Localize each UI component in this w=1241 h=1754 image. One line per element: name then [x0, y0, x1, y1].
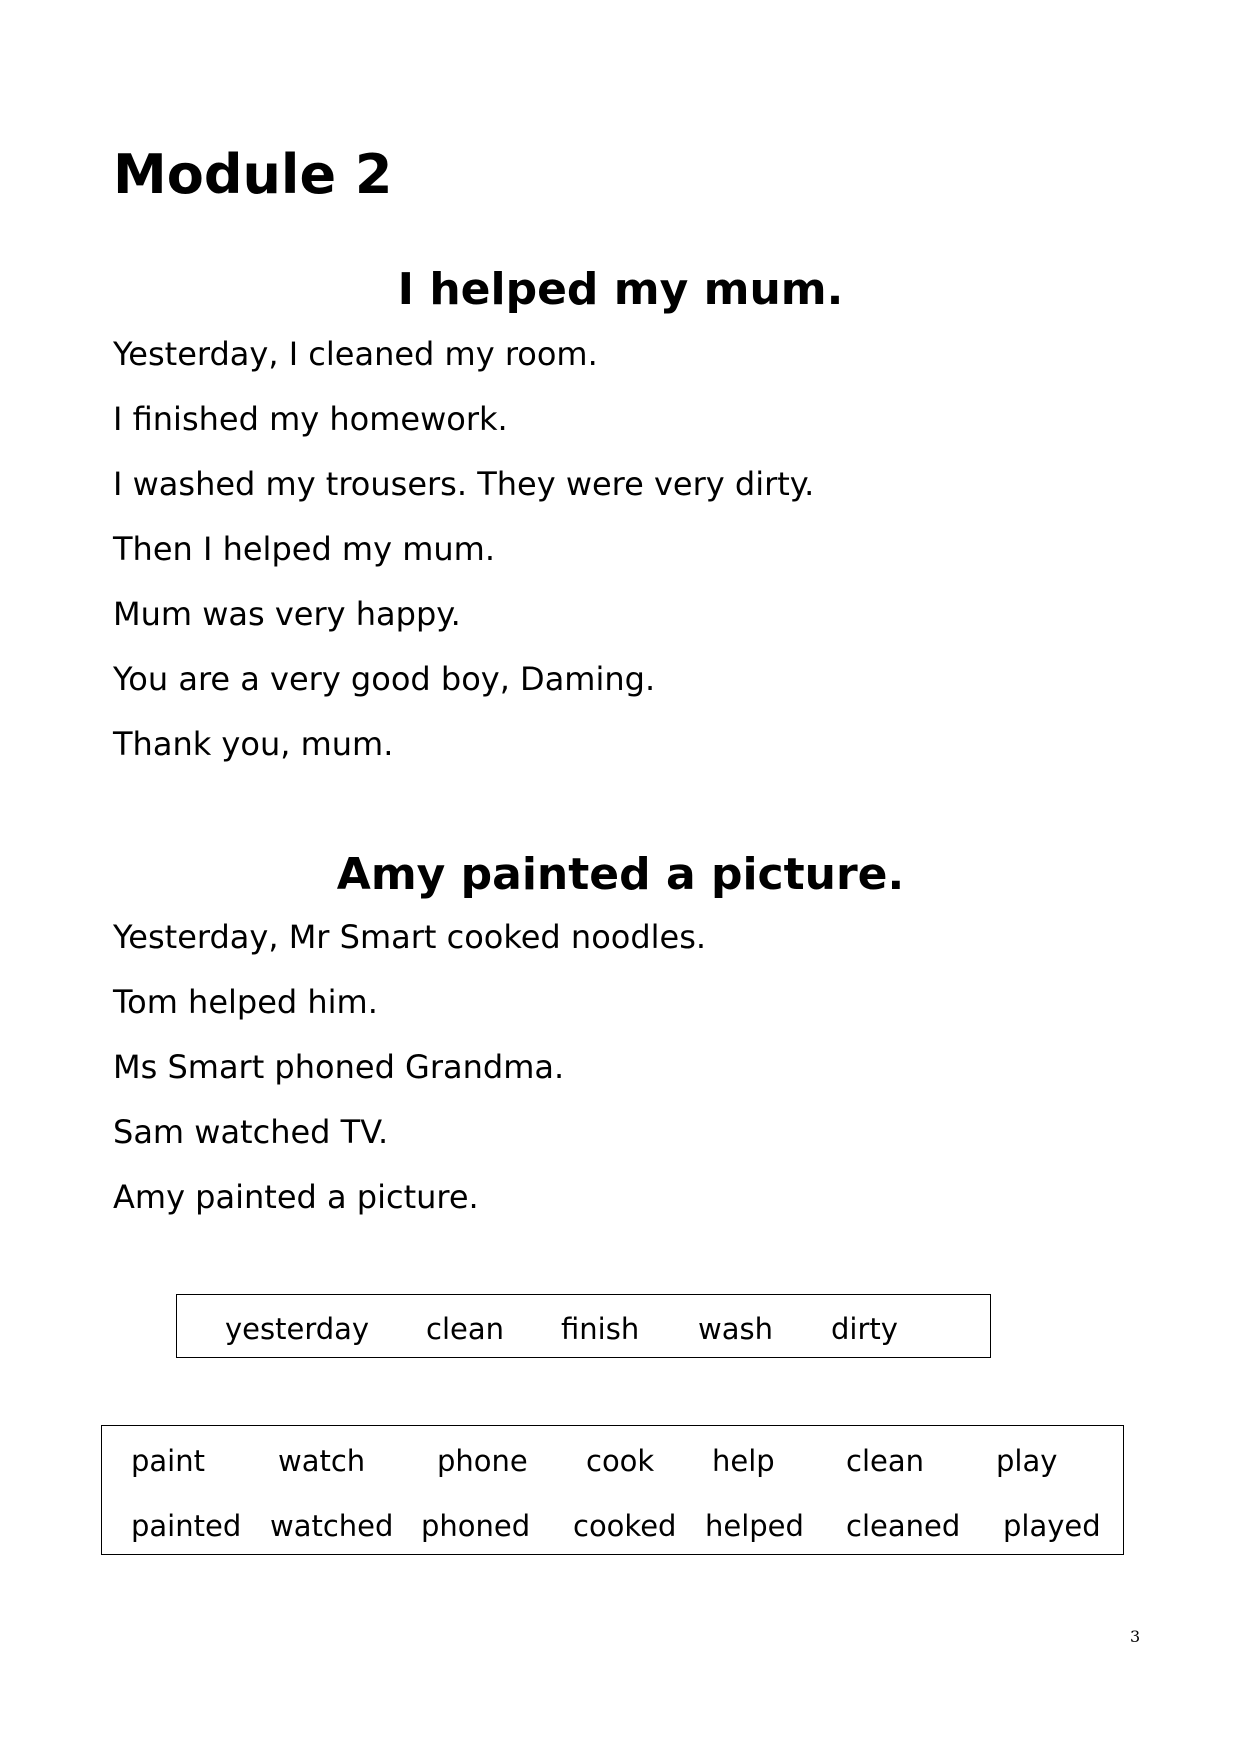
verb-past: phoned [421, 1509, 531, 1543]
section-title-1: I helped my mum. [397, 264, 844, 315]
verb-base: phone [437, 1444, 528, 1478]
verb-past: cleaned [846, 1509, 961, 1543]
section-title-2: Amy painted a picture. [336, 849, 905, 900]
vocab-word: dirty [831, 1312, 898, 1346]
text-line: Ms Smart phoned Grandma. [113, 1048, 565, 1086]
section-1-lines [113, 335, 815, 793]
verb-base: help [712, 1444, 775, 1478]
text-line: Sam watched TV. [113, 1113, 389, 1151]
vocab-word: wash [698, 1312, 773, 1346]
module-title: Module 2 [113, 143, 393, 206]
text-line: Thank you, mum. [113, 725, 394, 763]
page-number: 3 [1130, 1627, 1141, 1646]
verb-past: played [1003, 1509, 1101, 1543]
verb-base: play [996, 1444, 1058, 1478]
verb-base: paint [131, 1444, 205, 1478]
text-line: Yesterday, I cleaned my room. [113, 335, 598, 373]
text-line: You are a very good boy, Daming. [113, 660, 656, 698]
verb-past: watched [270, 1509, 394, 1543]
vocab-word: finish [561, 1312, 640, 1346]
text-line: I finished my homework. [113, 400, 508, 438]
verb-base: watch [278, 1444, 366, 1478]
verb-base: clean [846, 1444, 924, 1478]
text-line: Tom helped him. [113, 983, 378, 1021]
vocab-word: yesterday [225, 1312, 370, 1346]
verb-past: helped [705, 1509, 804, 1543]
verb-base: cook [586, 1444, 655, 1478]
text-line: Mum was very happy. [113, 595, 461, 633]
section-2-lines [113, 918, 707, 1246]
text-line: Then I helped my mum. [113, 530, 495, 568]
verb-past: cooked [573, 1509, 677, 1543]
vocab-word: clean [426, 1312, 504, 1346]
text-line: Yesterday, Mr Smart cooked noodles. [113, 918, 707, 956]
text-line: Amy painted a picture. [113, 1178, 479, 1216]
text-line: I washed my trousers. They were very dirty. [113, 465, 815, 503]
verb-past: painted [131, 1509, 242, 1543]
